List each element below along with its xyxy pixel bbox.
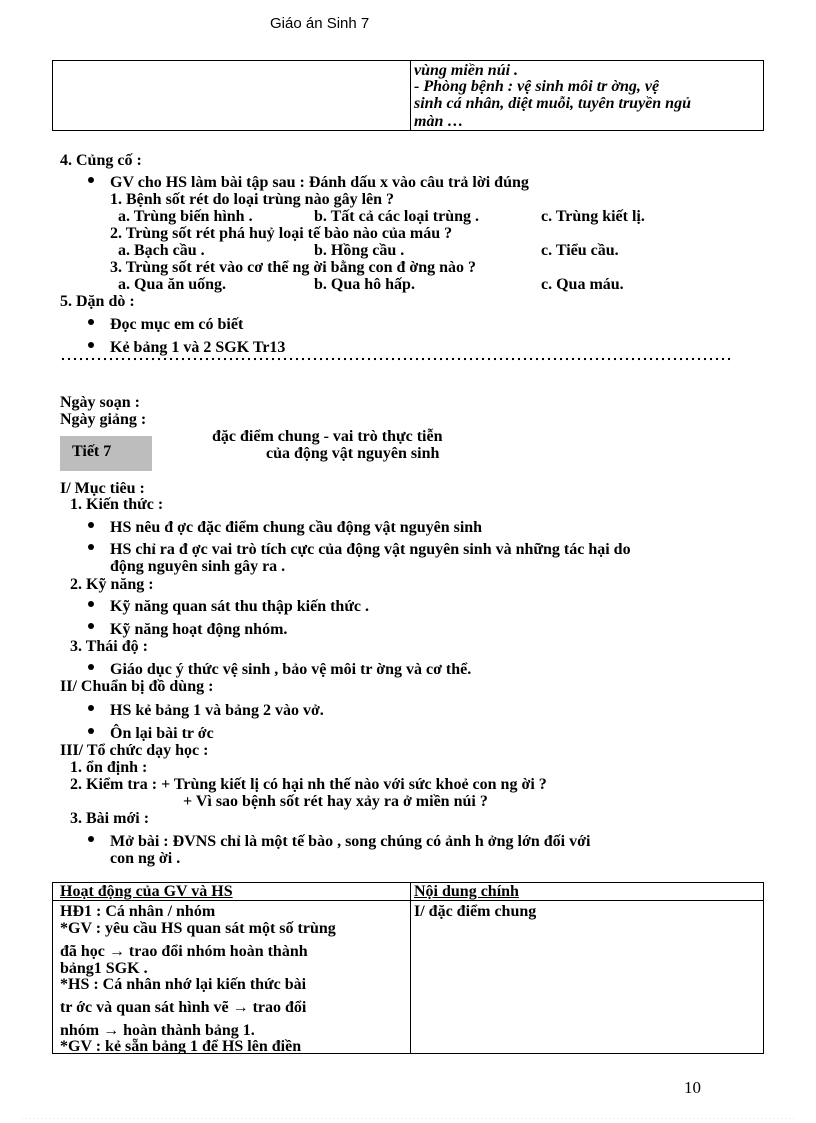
top-table-divider [410,60,411,131]
ngay-giang: Ngày giảng : [60,411,147,428]
kiem-tra-line-1: 2. Kiểm tra : + Trùng kiết lị có hại nh thế nào với sức khoẻ con ng ời ? [70,776,547,793]
bullet-icon [88,342,94,348]
bullet-icon [88,522,94,528]
ngay-soan: Ngày soạn : [60,394,141,411]
bullet-icon [88,544,94,550]
muc-tieu-heading: I/ Mục tiêu : [60,480,145,497]
bullet-icon [88,664,94,670]
mo-bai-line-1: Mở bài : ĐVNS chỉ là một tế bào , song chúng có ảnh h ởng lớn đối với [110,833,591,850]
lesson-title-line-1: đặc điểm chung - vai trò thực tiễn [212,428,443,445]
question-3-option-a: a. Qua ăn uống. [118,276,227,293]
kiem-tra-line-2: + Vì sao bệnh sốt rét hay xảy ra ở miền núi ? [183,793,488,810]
ky-nang-heading: 2. Kỹ năng : [70,576,154,593]
page-bottom-edge [20,1118,796,1119]
cung-co-heading: 4. Củng cố : [60,152,142,169]
activity-table-header-col-1: Hoạt động của GV và HS [60,883,233,900]
bullet-icon [88,177,94,183]
top-table-right-line-1: vùng miền núi . [414,62,519,79]
chuan-bi-item-2: Ôn lại bài tr ớc [110,725,214,742]
question-3-option-c: c. Qua máu. [541,276,624,293]
kien-thuc-heading: 1. Kiến thức : [70,496,164,513]
bullet-icon [88,601,94,607]
question-1-option-b: b. Tất cả các loại trùng . [314,208,480,225]
dan-do-item-1: Đọc mục em có biết [110,316,244,333]
ky-nang-item-2: Kỹ năng hoạt động nhóm. [110,621,288,638]
kien-thuc-item-1: HS nêu đ ợc đặc điểm chung cầu động vật nguyên sinh [110,519,483,536]
activity-table-header-rule [52,900,764,901]
top-table-top-border [52,60,764,61]
question-1-option-a: a. Trùng biến hình . [118,208,253,225]
thai-do-item-1: Giáo dục ý thức vệ sinh , bảo vệ môi tr ờng và cơ thể. [110,661,472,678]
question-1: 1. Bệnh sốt rét do loại trùng nào gây lên ? [110,191,395,208]
mo-bai-line-2: con ng ời . [110,850,181,867]
activity-left-line-8: *GV : kẻ sẵn bảng 1 để HS lên điền [60,1038,302,1054]
bullet-icon [88,623,94,629]
kien-thuc-item-2-line-1: HS chỉ ra đ ợc vai trò tích cực của động vật nguyên sinh và những tác hại do [110,541,631,558]
lesson-title-line-2: của động vật nguyên sinh [266,445,440,462]
top-table-right-line-3: sinh cá nhân, diệt muỗi, tuyên truyền ngủ [414,95,691,112]
question-3-option-b: b. Qua hô hấp. [314,276,415,293]
activity-right-line-1: I/ đặc điểm chung [414,903,537,920]
question-1-option-c: c. Trùng kiết lị. [541,208,645,225]
bai-moi-heading: 3. Bài mới : [70,810,150,827]
bullet-icon [88,728,94,734]
bullet-icon [88,836,94,842]
chuan-bi-heading: II/ Chuẩn bị đồ dùng : [60,678,214,695]
activity-table-divider [410,882,411,1054]
question-2-option-c: c. Tiểu cầu. [541,242,619,259]
to-chuc-heading: III/ Tổ chức dạy học : [60,742,209,759]
question-2-option-a: a. Bạch cầu . [118,242,205,259]
dan-do-item-2: Kẻ bảng 1 và 2 SGK Tr13 [110,339,286,356]
dotted-separator [60,357,730,361]
question-2: 2. Trùng sốt rét phá huỷ loại tế bào nào của máu ? [110,225,453,242]
cung-co-intro: GV cho HS làm bài tập sau : Đánh dấu x vào câu trả lời đúng [110,174,529,191]
activity-left-line-7: nhóm → hoàn thành bảng 1. [60,1022,255,1039]
activity-left-line-3: đã học → trao đổi nhóm hoàn thành [60,943,308,960]
chuan-bi-item-1: HS kẻ bảng 1 và bảng 2 vào vở. [110,702,324,719]
question-2-option-b: b. Hồng cầu . [314,242,405,259]
lesson-number-badge: Tiết 7 [60,436,152,471]
question-3: 3. Trùng sốt rét vào cơ thể ng ời bằng con đ ờng nào ? [110,259,477,276]
ky-nang-item-1: Kỹ năng quan sát thu thập kiến thức . [110,598,370,615]
activity-table-header-col-2: Nội dung chính [414,883,519,900]
activity-left-line-6: tr ớc và quan sát hình vẽ → trao đổi [60,999,307,1016]
top-table-right-line-4: màn … [414,113,464,130]
dan-do-heading: 5. Dặn dò : [60,293,135,310]
on-dinh: 1. ổn định : [70,759,148,776]
page-header-title: Giáo án Sinh 7 [270,15,370,32]
activity-left-line-4: bảng1 SGK . [60,960,148,977]
top-table-right-line-2: - Phòng bệnh : vệ sinh môi tr ờng, vệ [414,78,660,95]
activity-left-line-5: *HS : Cá nhân nhớ lại kiến thức bài [60,976,307,993]
activity-left-line-2: *GV : yêu cầu HS quan sát một số trùng [60,920,336,937]
kien-thuc-item-2-line-2: động nguyên sinh gây ra . [110,558,286,575]
bullet-icon [88,319,94,325]
activity-left-line-1: HĐ1 : Cá nhân / nhóm [60,903,216,920]
page-number: 10 [684,1078,701,1097]
bullet-icon [88,705,94,711]
thai-do-heading: 3. Thái độ : [70,638,148,655]
